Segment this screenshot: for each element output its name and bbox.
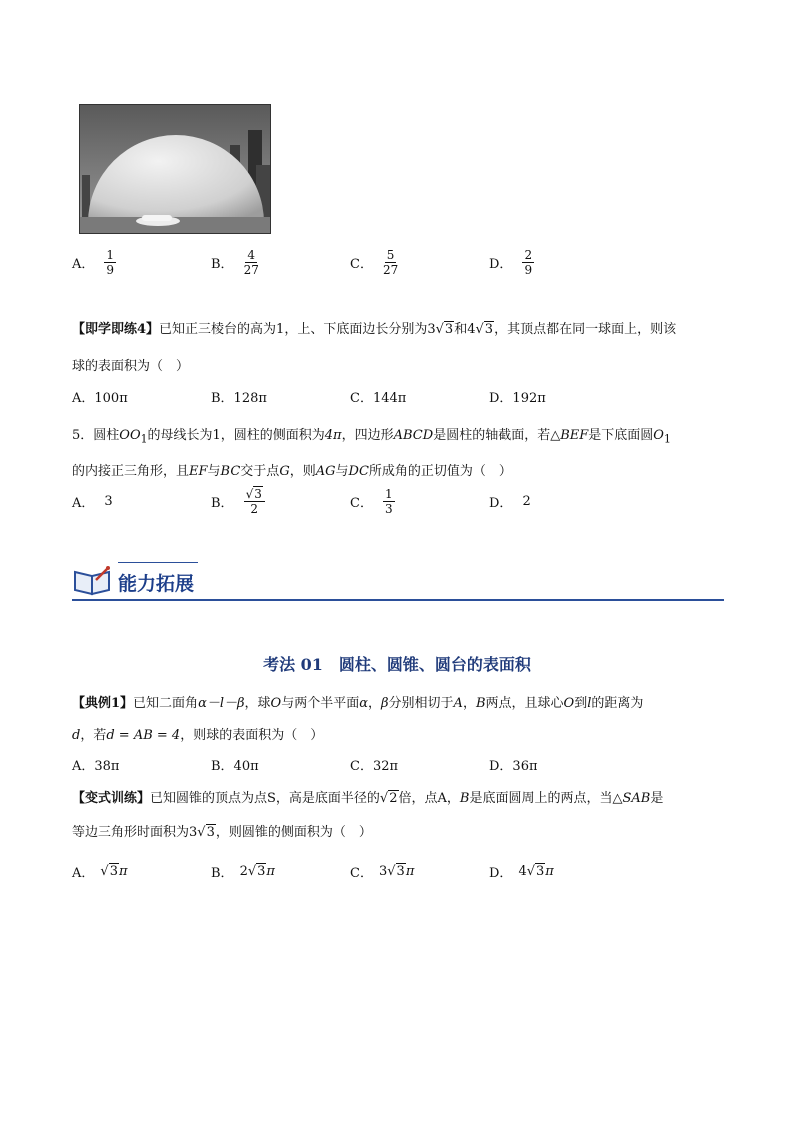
option-a[interactable]: A． $\frac{1}{9}$ bbox=[72, 248, 115, 277]
fraction: $\frac{1}{9}$ bbox=[106, 248, 115, 277]
q4-line-1: 【即学即练4】已知正三棱台的高为1，上、下底面边长分别为3√3和4√3，其顶点都在同一球面上，则该 bbox=[72, 322, 677, 337]
option-a[interactable]: A． √3 π bbox=[72, 864, 128, 881]
option-d[interactable]: D． 4 √3 π bbox=[489, 864, 554, 881]
option-d[interactable]: D．192π bbox=[489, 391, 546, 406]
option-c[interactable]: C． $\frac{5}{27}$ bbox=[350, 248, 399, 277]
ex1-tag: 【典例1】 bbox=[72, 696, 134, 711]
sqrt: √3 bbox=[475, 322, 494, 337]
option-c[interactable]: C．144π bbox=[350, 391, 407, 406]
fraction: $\frac{1}{3}$ bbox=[384, 487, 393, 516]
ex2-line-2: 等边三角形时面积为3√3，则圆锥的侧面积为（ ） bbox=[72, 825, 372, 840]
q4-options bbox=[72, 387, 628, 406]
option-b[interactable]: B． 2 √3 π bbox=[211, 864, 275, 881]
option-c[interactable]: C． $\frac{1}{3}$ bbox=[350, 487, 393, 516]
ex2-line-1: 【变式训练】已知圆锥的顶点为点S，高是底面半径的√2倍，点A，B是底面圆周上的两点，当△SAB是 bbox=[72, 791, 664, 806]
option-d[interactable]: D． 2 bbox=[489, 494, 531, 511]
ex2-options bbox=[72, 862, 628, 881]
book-icon bbox=[72, 564, 114, 600]
fraction: $\frac{2}{9}$ bbox=[524, 248, 533, 277]
option-a[interactable]: A． 3 bbox=[72, 494, 113, 511]
section-title: 能力拓展 bbox=[118, 573, 195, 595]
option-c[interactable]: C． 3 √3 π bbox=[350, 864, 415, 881]
option-b[interactable]: B． $\frac{4}{27}$ bbox=[211, 248, 259, 277]
option-b[interactable]: B．40π bbox=[211, 759, 259, 774]
option-b[interactable]: B．128π bbox=[211, 391, 267, 406]
ex1-options bbox=[72, 755, 628, 774]
option-c[interactable]: C．32π bbox=[350, 759, 399, 774]
fraction: $\frac{4}{27}$ bbox=[243, 248, 259, 277]
section-rule bbox=[72, 599, 724, 601]
sqrt: √3 bbox=[435, 322, 454, 337]
ex2-tag: 【变式训练】 bbox=[72, 791, 151, 806]
option-d[interactable]: D．36π bbox=[489, 759, 538, 774]
option-a[interactable]: A．100π bbox=[72, 391, 128, 406]
q4-line-2: 球的表面积为（ ） bbox=[72, 359, 190, 374]
option-a[interactable]: A．38π bbox=[72, 759, 120, 774]
q5-line-1: 5．圆柱$OO_1$的母线长为1，圆柱的侧面积为4π，四边形ABCD是圆柱的轴截面，若△BEF是下底面圆$O_1$ bbox=[72, 428, 671, 446]
section-top-rule bbox=[118, 562, 198, 563]
ex1-line-2: d，若d = AB = 4，则球的表面积为（ ） bbox=[72, 728, 324, 743]
option-b[interactable]: B． $\frac{√3}{2}$ bbox=[211, 487, 350, 516]
option-d[interactable]: D． $\frac{2}{9}$ bbox=[489, 248, 533, 277]
q5-options bbox=[72, 487, 628, 516]
fraction: $\frac{√3}{2}$ bbox=[244, 487, 265, 516]
fraction: $\frac{5}{27}$ bbox=[382, 248, 399, 277]
dome-image bbox=[80, 105, 270, 233]
ex1-line-1: 【典例1】已知二面角α－l－β，球O与两个半平面α，β分别相切于A，B两点，且球心O到l的距离为 bbox=[72, 696, 644, 711]
q4-tag: 【即学即练4】 bbox=[72, 322, 160, 337]
prev-question-options bbox=[72, 248, 628, 277]
q5-line-2: 的内接正三角形，且EF与BC交于点G，则AG与DC所成角的正切值为（ ） bbox=[72, 464, 512, 479]
topic-heading: 考法 01 圆柱、圆锥、圆台的表面积 bbox=[263, 655, 531, 674]
dome-photo bbox=[79, 104, 271, 234]
